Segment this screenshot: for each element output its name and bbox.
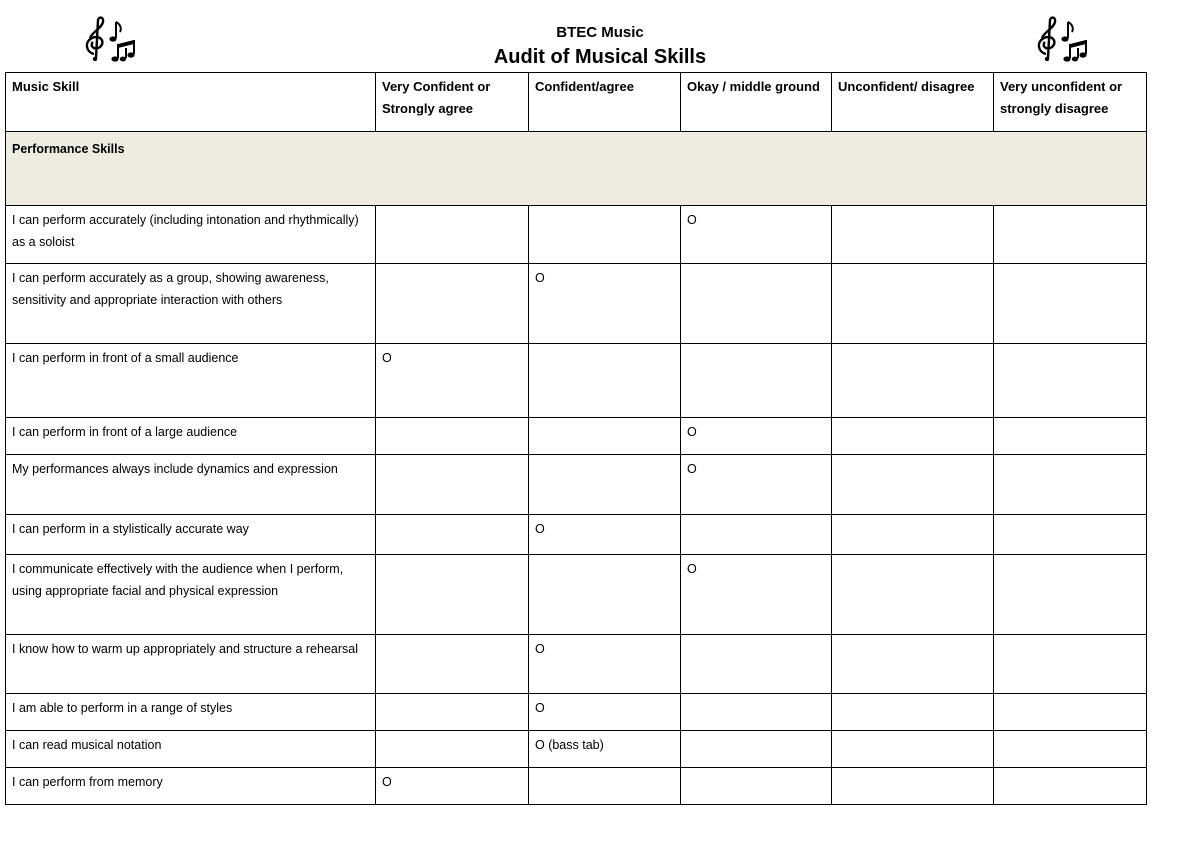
rating-cell[interactable] (376, 206, 529, 264)
rating-cell[interactable] (832, 555, 994, 635)
column-header: Music Skill (6, 73, 376, 132)
rating-cell[interactable]: O (529, 694, 681, 731)
rating-cell[interactable] (994, 731, 1147, 768)
skill-cell: I communicate effectively with the audience when I perform, using appropriate facial and physical expression (6, 555, 376, 635)
rating-cell[interactable] (529, 344, 681, 418)
rating-cell[interactable] (832, 206, 994, 264)
rating-cell[interactable] (994, 694, 1147, 731)
table-row (6, 555, 1147, 635)
rating-cell[interactable]: O (681, 555, 832, 635)
skill-cell: I can perform accurately as a group, showing awareness, sensitivity and appropriate interaction with others (6, 264, 376, 344)
rating-cell[interactable] (529, 555, 681, 635)
rating-cell[interactable] (681, 344, 832, 418)
rating-cell[interactable] (832, 344, 994, 418)
skill-cell: I can perform in front of a large audience (6, 418, 376, 455)
rating-cell[interactable] (376, 418, 529, 455)
rating-cell[interactable] (529, 455, 681, 515)
skill-cell: I can perform in front of a small audience (6, 344, 376, 418)
rating-cell[interactable] (529, 418, 681, 455)
rating-cell[interactable] (994, 635, 1147, 694)
rating-cell[interactable] (376, 635, 529, 694)
rating-cell[interactable] (832, 635, 994, 694)
table-row (6, 694, 1147, 731)
skill-cell: I know how to warm up appropriately and structure a rehearsal (6, 635, 376, 694)
skill-cell: I can perform in a stylistically accurate way (6, 515, 376, 555)
rating-cell[interactable] (681, 264, 832, 344)
rating-cell[interactable] (994, 455, 1147, 515)
column-header: Confident/agree (529, 73, 681, 132)
rating-cell[interactable] (681, 635, 832, 694)
document-header (0, 0, 1200, 72)
column-header: Okay / middle ground (681, 73, 832, 132)
skill-cell: I can read musical notation (6, 731, 376, 768)
rating-cell[interactable] (529, 206, 681, 264)
rating-cell[interactable]: O (376, 768, 529, 805)
rating-cell[interactable] (681, 768, 832, 805)
skill-cell: I can perform accurately (including intonation and rhythmically) as a soloist (6, 206, 376, 264)
rating-cell[interactable] (376, 731, 529, 768)
skill-cell: I can perform from memory (6, 768, 376, 805)
rating-cell[interactable] (376, 555, 529, 635)
rating-cell[interactable] (994, 206, 1147, 264)
column-header: Very Confident or Strongly agree (376, 73, 529, 132)
rating-cell[interactable] (529, 768, 681, 805)
rating-cell[interactable] (681, 515, 832, 555)
skill-cell: My performances always include dynamics and expression (6, 455, 376, 515)
table-header-row (6, 73, 1147, 132)
rating-cell[interactable]: O (681, 455, 832, 515)
music-notes-icon (1032, 14, 1096, 62)
rating-cell[interactable]: O (529, 264, 681, 344)
table-row (6, 515, 1147, 555)
rating-cell[interactable]: O (529, 515, 681, 555)
rating-cell[interactable]: O (376, 344, 529, 418)
rating-cell[interactable] (376, 455, 529, 515)
column-header: Unconfident/ disagree (832, 73, 994, 132)
rating-cell[interactable] (832, 264, 994, 344)
table-row (6, 206, 1147, 264)
rating-cell[interactable] (832, 418, 994, 455)
rating-cell[interactable]: O (bass tab) (529, 731, 681, 768)
rating-cell[interactable] (832, 768, 994, 805)
rating-cell[interactable] (994, 555, 1147, 635)
rating-cell[interactable] (376, 264, 529, 344)
skill-cell: I am able to perform in a range of styles (6, 694, 376, 731)
rating-cell[interactable] (832, 694, 994, 731)
course-subtitle: BTEC Music (556, 24, 644, 41)
page-title: Audit of Musical Skills (493, 46, 707, 68)
table-row (6, 455, 1147, 515)
table-row (6, 344, 1147, 418)
rating-cell[interactable] (376, 694, 529, 731)
table-row (6, 635, 1147, 694)
section-row (6, 132, 1147, 206)
section-title: Performance Skills (6, 132, 1147, 206)
rating-cell[interactable] (994, 768, 1147, 805)
rating-cell[interactable] (994, 344, 1147, 418)
table-row (6, 418, 1147, 455)
rating-cell[interactable]: O (529, 635, 681, 694)
table-row (6, 768, 1147, 805)
rating-cell[interactable]: O (681, 418, 832, 455)
rating-cell[interactable]: O (681, 206, 832, 264)
rating-cell[interactable] (376, 515, 529, 555)
rating-cell[interactable] (681, 731, 832, 768)
table-row (6, 264, 1147, 344)
rating-cell[interactable] (994, 515, 1147, 555)
rating-cell[interactable] (832, 731, 994, 768)
rating-cell[interactable] (994, 418, 1147, 455)
rating-cell[interactable] (832, 455, 994, 515)
rating-cell[interactable] (832, 515, 994, 555)
table-row (6, 731, 1147, 768)
rating-cell[interactable] (994, 264, 1147, 344)
rating-cell[interactable] (681, 694, 832, 731)
column-header: Very unconfident or strongly disagree (994, 73, 1147, 132)
skills-audit-table (5, 72, 1147, 805)
